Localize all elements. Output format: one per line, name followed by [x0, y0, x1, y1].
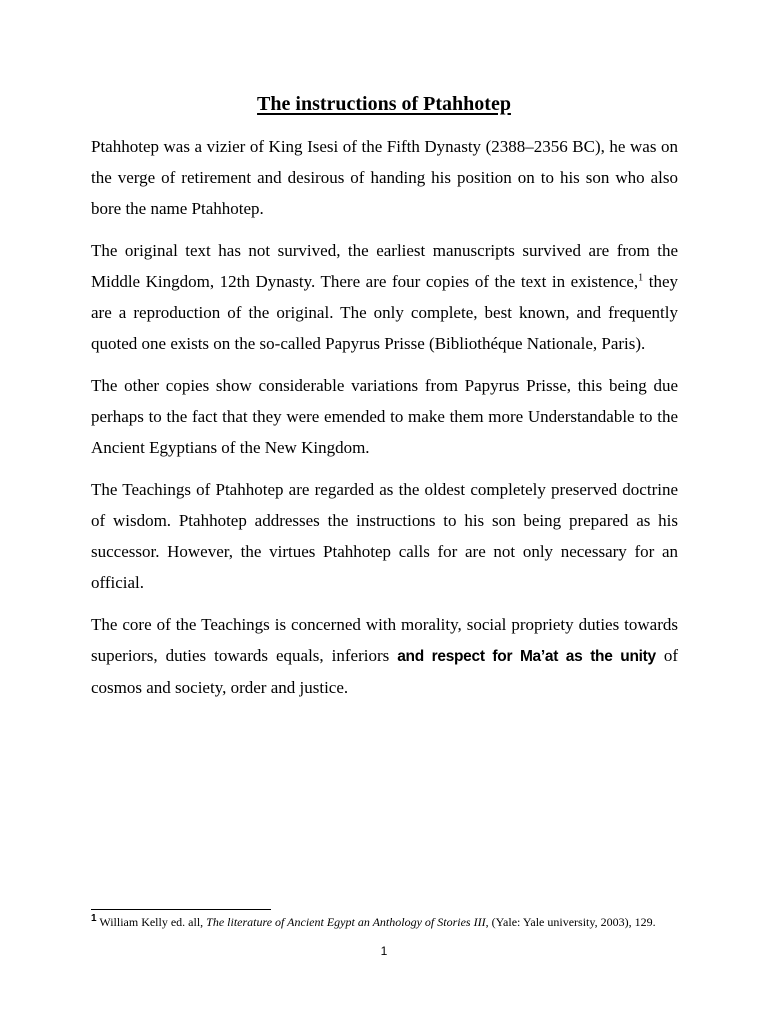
paragraph-5: [91, 609, 678, 703]
paragraph-5-text-a: The core of the Teachings is concerned with morality, social propriety duties towards superiors, duties towards equals, inferiors: [91, 615, 678, 665]
footnote: [91, 914, 691, 930]
footnote-text-b: , (Yale: Yale university, 2003), 129.: [485, 915, 656, 929]
paragraph-2: [91, 235, 678, 359]
paragraph-2-text-a: The original text has not survived, the earliest manuscripts survived are from the Middle Kingdom, 12th Dynasty. There are four copies of the text in existence,: [91, 241, 678, 291]
footnote-separator: [91, 909, 271, 910]
footnote-mark: 1: [91, 913, 97, 924]
paragraph-2-text-b: they are a reproduction of the original. The only complete, best known, and frequently quoted one exists on the so-called Papyrus Prisse (Bibliothéque Nationale, Paris).: [91, 272, 678, 353]
footnote-text-a: William Kelly ed. all,: [96, 915, 207, 929]
paragraph-5-bold-text: and respect for Ma’at as the unity: [397, 648, 656, 665]
paragraph-1: Ptahhotep was a vizier of King Isesi of the Fifth Dynasty (2388–2356 BC), he was on the verge of retirement and desirous of handing his position on to his son who also bore the name Ptahhotep.: [91, 137, 678, 218]
paragraph-5-text-b: of cosmos and society, order and justice.: [91, 646, 678, 697]
paragraph-4: The Teachings of Ptahhotep are regarded as the oldest completely preserved doctrine of wisdom. Ptahhotep addresses the instructions to his son being prepared as his successor. However, the virtues Ptahhotep calls for are not only necessary for an official.: [91, 480, 678, 592]
footnote-reference[interactable]: 1: [638, 272, 644, 284]
paragraph-3: The other copies show considerable variations from Papyrus Prisse, this being due perhaps to the fact that they were emended to make them more Understandable to the Ancient Egyptians of the New Kingdom.: [91, 376, 678, 457]
footnote-book-title: The literature of Ancient Egypt an Anthology of Stories III: [206, 915, 486, 929]
page-number: 1: [380, 944, 388, 958]
body-text: [91, 131, 678, 714]
page-title: The instructions of Ptahhotep: [257, 93, 511, 115]
